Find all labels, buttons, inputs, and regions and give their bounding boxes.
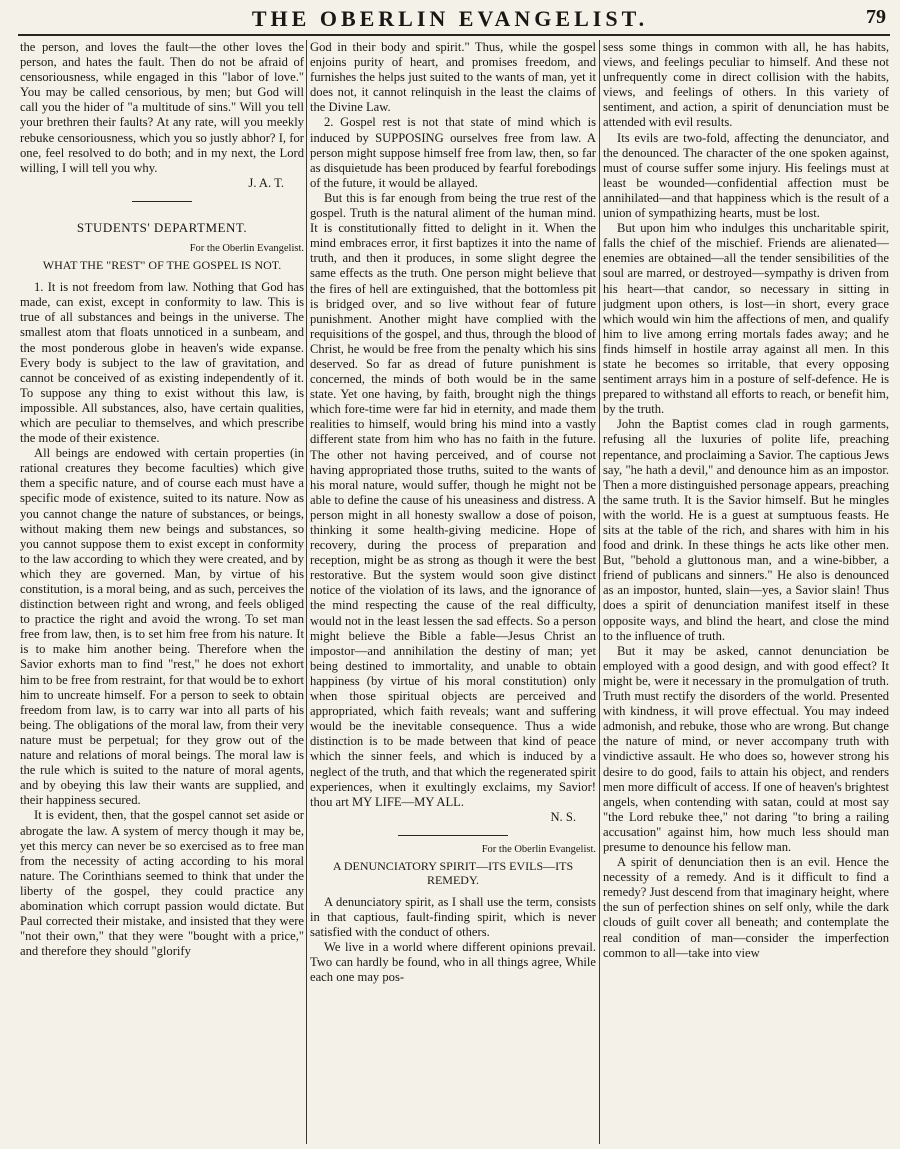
paragraph: We live in a world where different opinions prevail. Two can hardly be found, who in all things agree, While each one may pos- bbox=[310, 940, 596, 985]
department-title: STUDENTS' DEPARTMENT. bbox=[76, 219, 248, 235]
paragraph: 1. It is not freedom from law. Nothing that God has made, can exist, except in conformity to law. This is true of all substances and beings in the universe. The smallest atom that floats unnoticed in a sunbeam, and the most ponderous globe in heaven's wide expanse. Every body is subject to the law of gravitation, and cannot be conceived of as existing independently of it. To suppose any thing to exist without this law, is impossible. All substances, also, have certain qualities, which are peculiar to themselves, and which prescribe the mode of their existence. bbox=[20, 280, 304, 446]
paragraph: But it may be asked, cannot denunciation be employed with a good design, and with good effect? It might be, were it necessary in the promulgation of truth. Truth must rectify the disorders of the world. Presented with kindness, it will prove effectual. You may indeed admonish, and rebuke, those who are wrong. But change the nature of mind, or never accompany truth with vindictive assault. He who does so, however strong his desire to do good, fails to attain his object, and renders men more difficult of access. If one of heaven's brightest angels, when contending with satan, could at most say "the Lord rebuke thee," not daring "to bring a railing accusation" against him, how much less should man presume to denounce his fellow man. bbox=[603, 643, 889, 854]
column-divider bbox=[599, 40, 600, 1144]
paragraph: All beings are endowed with certain properties (in rational creatures they become faculties) which give them a specific nature, and of course each must have a specific mode of existence, suited to its nature. Now as you cannot change the nature of substances, or beings, without making them new beings and substances, so you cannot suppose them to exist except in conformity to the law according to which they were created, and by which they are governed. Man, by virtue of his constitution, is a moral being, and as such, perceives the distinction between right and wrong, and feels obliged to practice the right and avoid the wrong. To set man free from law, then, is to set him free from his nature. It is to make him another being. Therefore when the Savior exhorts man to find "rest," he does not exhort him to be free from restraint, for that would be to exhort him to uncreate himself. For a person to seek to obtain freedom from law, is to carry war into all parts of his being. The obligations of the moral law, from their very nature must be perpetual; for they grow out of the nature and relations of moral beings. The moral law is the rule which is suited to the nature of moral agents, and by obeying this law their wants are supplied, and their happiness secured. bbox=[20, 446, 304, 808]
article-heading: A DENUNCIATORY SPIRIT—ITS EVILS—ITS REMEDY. bbox=[332, 858, 574, 887]
column-2 bbox=[310, 40, 596, 1144]
column-3 bbox=[603, 40, 889, 1144]
article-continuation: the person, and loves the fault—the other loves the person, and hates the fault. Then do not be afraid of censoriousness, while engaged in this "labor of love." You may be called censorious, by men; but God will call you the hider of "a multitude of sins." Will you tell your brethren their faults? At any rate, will you meekly rebuke censoriousness, which you so justly abhor? I, for one, feel resolved to do both; and in my next, the Lord willing, I will tell you why. bbox=[20, 40, 304, 175]
signature-line bbox=[20, 176, 304, 191]
newspaper-title: THE OBERLIN EVANGELIST. bbox=[251, 6, 649, 31]
paragraph: But upon him who indulges this uncharitable spirit, falls the chief of the mischief. Friends are alienated—enemies are obtained—all the tender sensibilities of the soul are marred, or destroyed—sympathy is driven from his heart—that candor, so necessary in sitting in judgment upon others, is lost—in short, every grace which would win him the affections of men, and qualify him to live among erring mortals fades away; and he finds himself in hostile array against all men. In this state he becomes so irritable, that every opposing sentiment arrays him in a posture of self-defence. He is prepared to withstand all efforts to reach, or benefit him, by the truth. bbox=[603, 221, 889, 417]
paragraph: John the Baptist comes clad in rough garments, refusing all the luxuries of polite life, preaching repentance, and proclaiming a Savior. The captious Jews say, "he hath a devil," and denounce him as an impostor. Then a more distinguished personage appears, preaching the same truth. It is the Savior himself. But he mingles with the world. He is a guest at sumptuous feasts. He sits at the table of the rich, and shares with him in his food and drink. In these things he acts like other men. But, "behold a gluttonous man, and a wine-bibber, a friend of publicans and sinners." He also is denounced as an impostor, hunted, slain—yes, a Savior slain! Thus does a spirit of denunciation manifest itself in these opposite ways, and blind the heart, and close the mind to the influence of truth. bbox=[603, 417, 889, 643]
signature: J. A. T. bbox=[248, 175, 284, 190]
paragraph: 2. Gospel rest is not that state of mind which is induced by SUPPOSING ourselves free from law. A person might suppose himself free from law, then, so far as disquietude has been produced by fearful forebodings of the future, it would be allayed. bbox=[310, 115, 596, 190]
paragraph: A denunciatory spirit, as I shall use the term, consists in that captious, fault-finding spirit, which is never satisfied with the conduct of others. bbox=[310, 894, 596, 940]
paragraph: But this is far enough from being the true rest of the gospel. Truth is the natural aliment of the human mind. It is constitutionally fitted to delight in it. When the mind embraces error, it first baptizes it into the name of truth, and then it produces, in some slight degree the same effects as the truth. One person might believe that the fires of hell are extinguished, that the bottomless pit is bridged over, and so live without fear of future punishment. Another might have complied with the requisitions of the gospel, and thus, through the blood of Christ, he would be free from the penalty which his sins deserved. So far as dread of future punishment is concerned, the minds of both would be in the same state. Yet one having, by faith, brought nigh the things which fore-time were far hid in eternity, and made them realities to himself, would bring his mind into a vastly different state from him who has no faith in the future. The other not having perceived, and of course not having appropriated those truths, suited to the wants of his moral nature, would suffer, though he might not be able to define the cause of his uneasiness and distress. A person might in all honesty swallow a dose of poison, thinking it some health-giving medicine. Hope of recovery, during the process of preparation and reception, might be as strong as though it were the best restorative. But the system would soon give distinct notice of the violation of its laws, and the ignorance of the mind respecting the cause of the real difficulty, would not in the least lessen the sad effects. So a person might believe the Bible a fable—Jesus Christ an impostor—and annihilation the destiny of man; yet being destined to immortality, and unable to obtain happiness (by virtue of his moral constitution) only when those spiritual objects are perceived and appropriated, which faith reveals; want and suffering would be the inevitable consequence. Thus a wide distinction is to be made between that kind of peace which the sinner feels, and which is induced by a neglect of the truth, and that which the regenerated spirit experiences, when it exultingly exclaims, my Savior! thou art MY LIFE—MY ALL. bbox=[310, 190, 596, 809]
paragraph: God in their body and spirit." Thus, while the gospel enjoins purity of heart, and promises freedom, and furnishes the helps just suited to the wants of man, yet it does not, it cannot relinquish in the least the claims of the Divine Law. bbox=[310, 40, 596, 115]
masthead bbox=[0, 0, 900, 38]
article-heading: WHAT THE "REST" OF THE GOSPEL IS NOT. bbox=[42, 258, 282, 273]
paragraph: It is evident, then, that the gospel cannot set aside or abrogate the law. A system of mercy though it may be, yet this mercy can never be so exercised as to free man from the necessity of acting according to his moral nature. The Corinthians seemed to think that under the liberty of the gospel, they could practice any abomination which corrupt passion would dictate. But Paul corrected their mistake, and insisted that they were "not their own," that they were "bought with a price," and therefore they should "glorify bbox=[20, 808, 304, 959]
paragraph: sess some things in common with all, he has habits, views, and feelings peculiar to himself. And these not unfrequently come in direct collision with the habits, views, and feelings of others. In this variety of sentiment, and action, a spirit of denunciation must be attended with evil results. bbox=[603, 40, 889, 130]
page-number: 79 bbox=[866, 6, 886, 28]
signature-line bbox=[310, 810, 596, 825]
separator-rule bbox=[398, 835, 508, 836]
paragraph: A spirit of denunciation then is an evil. Hence the necessity of a remedy. And is it difficult to find a remedy? Just descend from that imaginary height, where the sun of perfection shines on self only, while the dark clouds of guilt cover all beneath; and contemplate the real condition of man—consider the imperfection common to all—take into view bbox=[603, 855, 889, 960]
separator-rule bbox=[132, 201, 192, 202]
masthead-rule bbox=[18, 34, 890, 36]
column-1 bbox=[20, 40, 304, 1144]
byline: For the Oberlin Evangelist. bbox=[481, 843, 596, 855]
paragraph: Its evils are two-fold, affecting the denunciator, and the denounced. The character of the one spoken against, must of course suffer some injury. His feelings must at least be wounded—confidential affection must be annihilated—and that happiness which is the result of a union of sympathizing hearts, must be lost. bbox=[603, 130, 889, 221]
signature: N. S. bbox=[550, 809, 576, 824]
column-divider bbox=[306, 40, 307, 1144]
byline: For the Oberlin Evangelist. bbox=[189, 243, 304, 255]
